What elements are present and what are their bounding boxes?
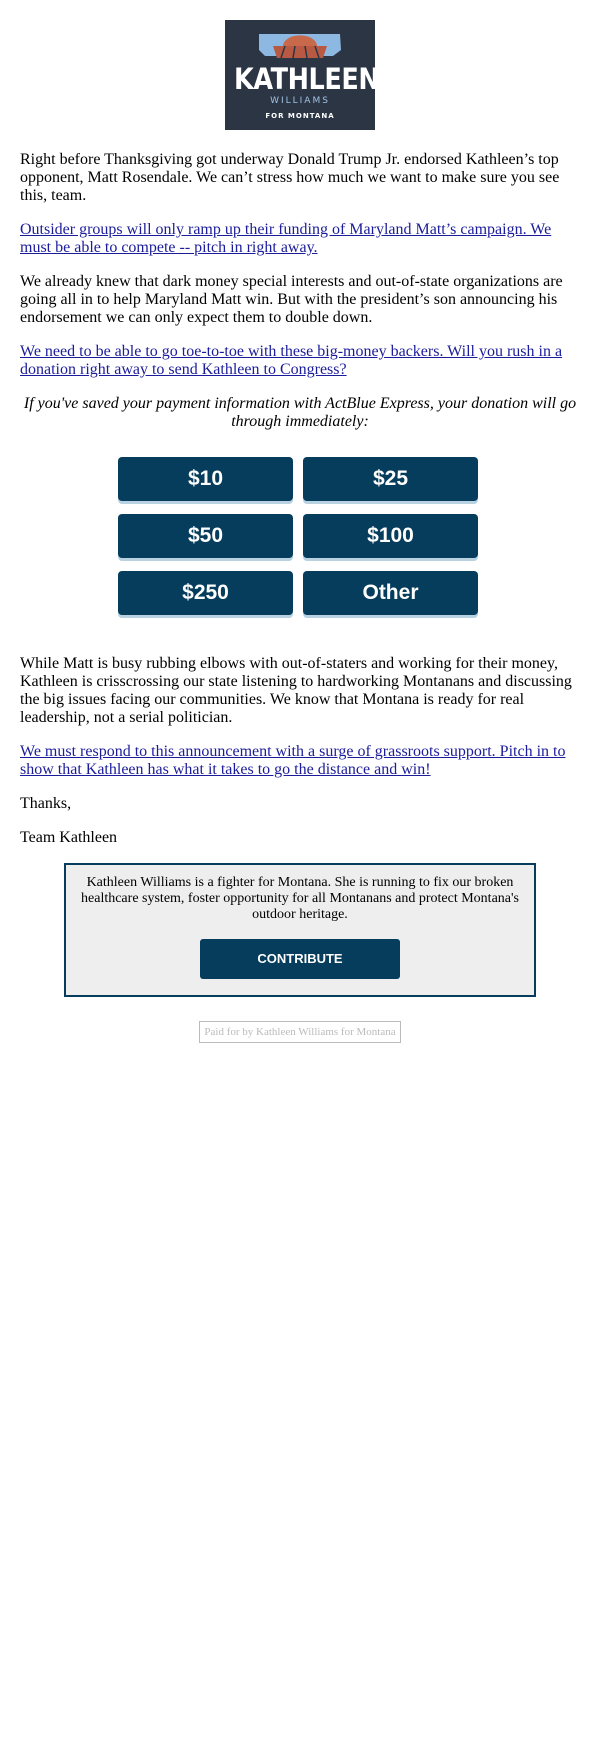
body-paragraph-3: While Matt is busy rubbing elbows with out-of-staters and working for their money, Kathleen is crisscrossing our state listening to hardworking Montanans and discussing the big issues facing our communities. We know that Montana is ready for real leadership, not a serial politician. [20, 655, 572, 726]
donate-250-button[interactable]: $250 [118, 571, 293, 615]
donate-link-3[interactable]: We must respond to this announcement with a surge of grassroots support. Pitch in to show that Kathleen has what it takes to go the distance and win! [20, 743, 566, 778]
donation-button-grid [118, 457, 482, 615]
footer [20, 1021, 580, 1043]
thanks-text: Thanks, [20, 795, 72, 812]
intro-paragraph: Right before Thanksgiving got underway Donald Trump Jr. endorsed Kathleen’s top opponent, Matt Rosendale. We can’t stress how much we want to make sure you see this, team. [20, 151, 560, 204]
link-paragraph-3 [20, 743, 580, 779]
signature: Team Kathleen [20, 829, 118, 846]
logo-wrap [20, 20, 580, 135]
donate-10-button[interactable]: $10 [118, 457, 293, 501]
about-candidate-text: Kathleen Williams is a fighter for Montana. She is running to fix our broken healthcare system, foster opportunity for all Montanans and protect Montana's outdoor heritage. [81, 875, 519, 922]
donate-other-button[interactable]: Other [303, 571, 478, 615]
link-paragraph-2 [20, 343, 580, 379]
paid-for-disclaimer: Paid for by Kathleen Williams for Montana [199, 1021, 400, 1043]
email-body [20, 0, 580, 1043]
donate-100-button[interactable]: $100 [303, 514, 478, 558]
contribute-button[interactable]: CONTRIBUTE [200, 939, 400, 979]
body-paragraph-2: We already knew that dark money special interests and out-of-state organizations are going all in to help Maryland Matt win. But with the president’s son announcing his endorsement we can only expect them to double down. [20, 273, 563, 326]
about-candidate-box [64, 863, 536, 997]
donate-link-2[interactable]: We need to be able to go toe-to-toe with these big-money backers. Will you rush in a donation right away to send Kathleen to Congress? [20, 343, 563, 378]
actblue-express-note: If you've saved your payment information with ActBlue Express, your donation will go through immediately: [23, 395, 577, 430]
logo-for-line: FOR MONTANA [265, 112, 335, 120]
logo-title: KATHLEEN [234, 62, 380, 96]
donate-25-button[interactable]: $25 [303, 457, 478, 501]
link-paragraph-1 [20, 221, 580, 257]
logo-subtitle: WILLIAMS [270, 96, 330, 106]
campaign-logo [225, 20, 380, 130]
donate-50-button[interactable]: $50 [118, 514, 293, 558]
donate-link-1[interactable]: Outsider groups will only ramp up their funding of Maryland Matt’s campaign. We must be able to compete -- pitch in right away. [20, 221, 552, 256]
